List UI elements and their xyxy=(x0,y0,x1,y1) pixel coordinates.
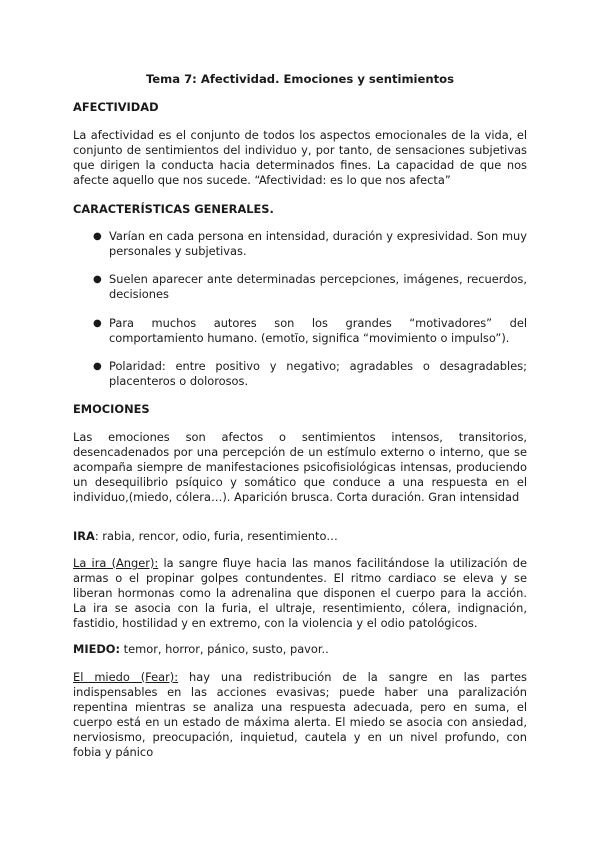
miedo-list-line xyxy=(73,642,527,657)
miedo-label: MIEDO: xyxy=(73,642,121,656)
paragraph-miedo xyxy=(73,670,527,760)
heading-afectividad: AFECTIVIDAD xyxy=(73,100,159,114)
bullet-icon: ● xyxy=(93,231,102,242)
bullet-icon: ● xyxy=(93,274,102,285)
bullet-icon: ● xyxy=(93,361,102,372)
ira-definition-label: La ira (Anger): xyxy=(73,556,159,570)
bullet-item xyxy=(93,272,527,302)
bullet-item xyxy=(93,229,527,259)
paragraph-ira xyxy=(73,556,527,631)
bullet-text: Varían en cada persona en intensidad, duración y expresividad. Son muy personales y subjetivas. xyxy=(109,229,527,258)
ira-list-line xyxy=(73,529,527,544)
bullet-icon: ● xyxy=(93,318,102,329)
heading-emociones: EMOCIONES xyxy=(73,402,150,416)
bullet-item xyxy=(93,316,527,346)
bullet-text: Para muchos autores son los grandes “motivadores” del comportamiento humano. (emotĭo, significa “movimiento o impulso”). xyxy=(109,316,527,345)
heading-caracteristicas: CARACTERÍSTICAS GENERALES. xyxy=(73,202,274,216)
bullet-item xyxy=(93,359,527,389)
ira-definition-text: la sangre fluye hacia las manos facilitándose la utilización de armas o el propinar golpes contundentes. El ritmo cardiaco se eleva y se liberan hormonas como la adrenalina que disponen el cuerpo para la acción. La ira se asocia con la furia, el ultraje, resentimiento, cólera, indignación, fastidio, hostilidad y en extremo, con la violencia y el odio patológicos. xyxy=(73,556,527,630)
miedo-definition-text: hay una redistribución de la sangre en las partes indispensables en las acciones evasivas; puede haber una paralización repentina mientras se analiza una respuesta adecuada, pero en suma, el cuerpo está en un estado de máxima alerta. El miedo se asocia con ansiedad, nerviosismo, preocupación, inquietud, cautela y en un nivel profundo, con fobia y pánico xyxy=(73,670,527,759)
bullet-text: Suelen aparecer ante determinadas percepciones, imágenes, recuerdos, decisiones xyxy=(109,272,527,301)
paragraph-afectividad: La afectividad es el conjunto de todos los aspectos emocionales de la vida, el conjunto de sentimientos del individuo y, por tanto, de sensaciones subjetivas que dirigen la conducta hacia determinados fines. La capacidad de que nos afecte aquello que nos sucede. “Afectividad: es lo que nos afecta” xyxy=(73,128,527,187)
bullet-text: Polaridad: entre positivo y negativo; agradables o desagradables; placenteros o dolorosos. xyxy=(109,359,527,388)
ira-list: : rabia, rencor, odio, furia, resentimiento… xyxy=(94,529,338,543)
page-title: Tema 7: Afectividad. Emociones y sentimientos xyxy=(145,72,455,86)
miedo-list: temor, horror, pánico, susto, pavor.. xyxy=(120,642,329,656)
miedo-definition-label: El miedo (Fear): xyxy=(73,670,179,684)
ira-label: IRA xyxy=(73,529,95,543)
paragraph-emociones: Las emociones son afectos o sentimientos intensos, transitorios, desencadenados por una percepción de un estímulo externo o interno, que se acompaña siempre de manifestaciones psicofisiológicas intensas, produciendo un desequilibrio psíquico y somático que conduce a una respuesta en el individuo,(miedo, cólera…). Aparición brusca. Corta duración. Gran intensidad xyxy=(73,430,527,504)
